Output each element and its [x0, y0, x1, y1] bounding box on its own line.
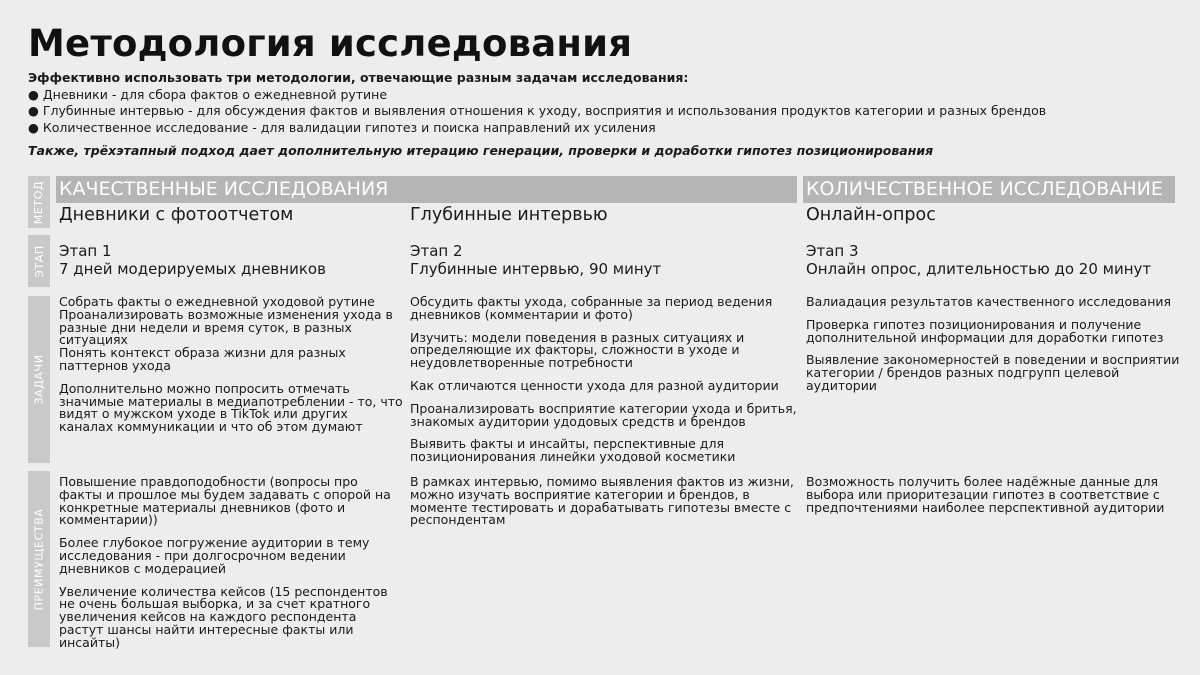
method-interviews: Глубинные интервью	[410, 205, 608, 225]
stage-2-label: Этап 2	[410, 242, 463, 260]
advantages-survey	[806, 476, 1186, 514]
advantage-item: В рамках интервью, помимо выявления фактов из жизни, можно изучать восприятие категории и брендов, в моменте тестировать и дорабатывать гипотезы вместе с респондентам	[410, 474, 794, 528]
task-item: Выявление закономерностей в поведении и восприятии категории / брендов разных подгрупп целевой аудитории	[806, 352, 1180, 393]
row-label-method-text: МЕТОД	[32, 180, 46, 224]
advantage-item: Увеличение количества кейсов (15 респондентов не очень большая выборка, и за счет кратного увеличения кейсов на каждого респондента растут шансы найти интересные факты или инсайты)	[59, 583, 388, 650]
stage-2	[410, 242, 661, 278]
task-item: Как отличаются ценности ухода для разной аудитории	[410, 377, 779, 393]
group-header-quantitative: КОЛИЧЕСТВЕННОЕ ИССЛЕДОВАНИЕ	[803, 176, 1175, 203]
intro-note: Также, трёхэтапный подход дает дополнительную итерацию генерации, проверки и доработки гипотез позиционирования	[28, 143, 934, 158]
intro-bullet-quantitative: ● Количественное исследование - для валидации гипотез и поиска направлений их усиления	[28, 119, 656, 135]
intro-lead: Эффективно использовать три методологии, отвечающие разным задачам исследования:	[28, 70, 689, 85]
task-item: Дополнительно можно попросить отмечать значимые материалы в медиапотреблении - то, что видят о мужском уходе в TikTok или других каналах коммуникации и что об этом думают	[59, 380, 403, 435]
task-item: Изучить: модели поведения в разных ситуациях и определяющие их факторы, сложности в уходе и неудовлетворенные потребности	[410, 329, 745, 371]
stage-1	[59, 242, 326, 278]
stage-3-desc: Онлайн опрос, длительностью до 20 минут	[806, 260, 1152, 278]
task-item: Собрать факты о ежедневной уходовой рутине Проанализировать возможные изменения ухода в разные дни недели и время суток, в разных ситуациях Понять контекст образа жизни для разных паттернов ухода	[59, 294, 393, 373]
group-header-qualitative: КАЧЕСТВЕННЫЕ ИССЛЕДОВАНИЯ	[56, 176, 797, 203]
intro-bullet-diaries: ● Дневники - для сбора фактов о ежедневной рутине	[28, 86, 388, 102]
stage-3	[806, 242, 1151, 278]
task-item: Проанализировать восприятие категории ухода и бритья, знакомых аудитории удодовых средств и брендов	[410, 400, 797, 429]
advantages-diaries	[59, 476, 404, 650]
method-diaries: Дневники с фотоотчетом	[59, 205, 294, 225]
row-label-tasks-text: ЗАДАЧИ	[32, 354, 46, 405]
task-item: Проверка гипотез позиционирования и получение дополнительной информации для доработки гипотез	[806, 316, 1164, 345]
method-survey: Онлайн-опрос	[806, 205, 936, 225]
row-label-advantages	[28, 471, 50, 647]
stage-1-desc: 7 дней модерируемых дневников	[59, 260, 326, 278]
intro-bullet-interviews: ● Глубинные интервью - для обсуждения фактов и выявления отношения к уходу, восприятия и использования продуктов категории и разных брендов	[28, 103, 1047, 118]
advantage-item: Повышение правдоподобности (вопросы про факты и прошлое мы будем задавать с опорой на конкретные материалы дневников (фото и комментарии))	[59, 474, 391, 528]
row-label-stage-text: ЭТАП	[32, 244, 46, 278]
task-item: Валиадация результатов качественного исследования	[806, 294, 1172, 309]
tasks-survey	[806, 296, 1186, 393]
intro-block	[28, 70, 1188, 136]
task-item: Выявить факты и инсайты, перспективные для позиционирования линейки уходовой косметики	[410, 436, 736, 465]
advantage-item: Более глубокое погружение аудитории в тему исследования - при долгосрочном ведении дневников с модерацией	[59, 535, 370, 576]
page-title: Методология исследования	[28, 22, 633, 65]
task-item: Обсудить факты ухода, собранные за период ведения дневников (комментарии и фото)	[410, 294, 773, 322]
row-label-advantages-text: ПРЕИМУЩЕСТВА	[32, 508, 46, 610]
row-label-method	[28, 176, 50, 228]
tasks-diaries	[59, 296, 404, 434]
row-label-stage	[28, 235, 50, 287]
advantages-interviews	[410, 476, 802, 527]
row-label-tasks	[28, 296, 50, 463]
advantage-item: Возможность получить более надёжные данные для выбора или приоритезации гипотез в соответствие с предпочтениями наиболее перспективной аудитории	[806, 474, 1165, 515]
stage-2-desc: Глубинные интервью, 90 минут	[410, 260, 662, 278]
stage-1-label: Этап 1	[59, 242, 112, 260]
tasks-interviews	[410, 296, 802, 464]
stage-3-label: Этап 3	[806, 242, 859, 260]
